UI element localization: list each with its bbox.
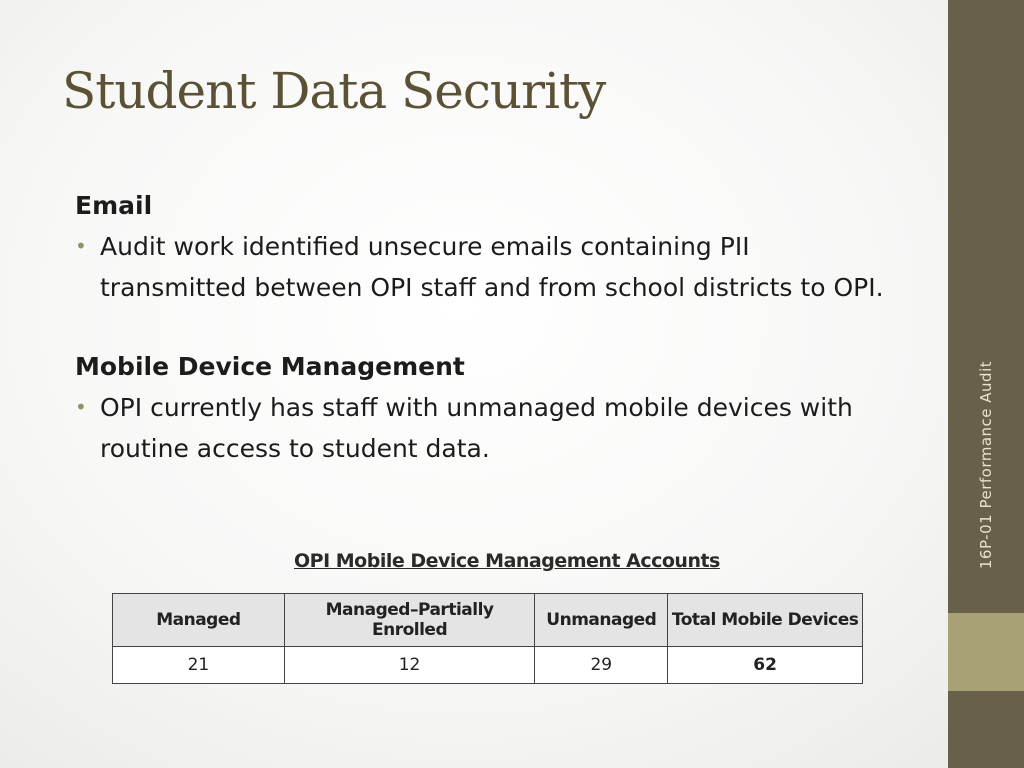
table-header-row [113, 594, 863, 647]
table-caption: OPI Mobile Device Management Accounts [294, 550, 720, 572]
slide-content [75, 186, 895, 469]
bullet-icon: • [75, 234, 87, 258]
cell-total: 62 [668, 647, 863, 684]
sidebar-label: 16P-01 Performance Audit [977, 360, 995, 570]
bullet-text: Audit work identified unsecure emails containing PII transmitted between OPI staff and from school districts to OPI. [100, 232, 884, 302]
cell-managed: 21 [113, 647, 285, 684]
bullet-item [75, 226, 895, 308]
column-header-total: Total Mobile Devices [668, 594, 863, 647]
sidebar-accent-block [948, 613, 1024, 691]
cell-unmanaged: 29 [535, 647, 668, 684]
bullet-text: OPI currently has staff with unmanaged mobile devices with routine access to student data. [100, 393, 853, 463]
slide-title: Student Data Security [62, 62, 606, 120]
column-header-managed: Managed [113, 594, 285, 647]
table-row [113, 647, 863, 684]
cell-partially-enrolled: 12 [284, 647, 535, 684]
column-header-partially-enrolled: Managed–Partially Enrolled [284, 594, 535, 647]
column-header-unmanaged: Unmanaged [535, 594, 668, 647]
bullet-icon: • [75, 395, 87, 419]
section-heading-email: Email [75, 191, 153, 220]
bullet-item [75, 387, 895, 469]
mobile-device-table [112, 593, 863, 684]
section-heading-mobile-device-management: Mobile Device Management [75, 352, 465, 381]
